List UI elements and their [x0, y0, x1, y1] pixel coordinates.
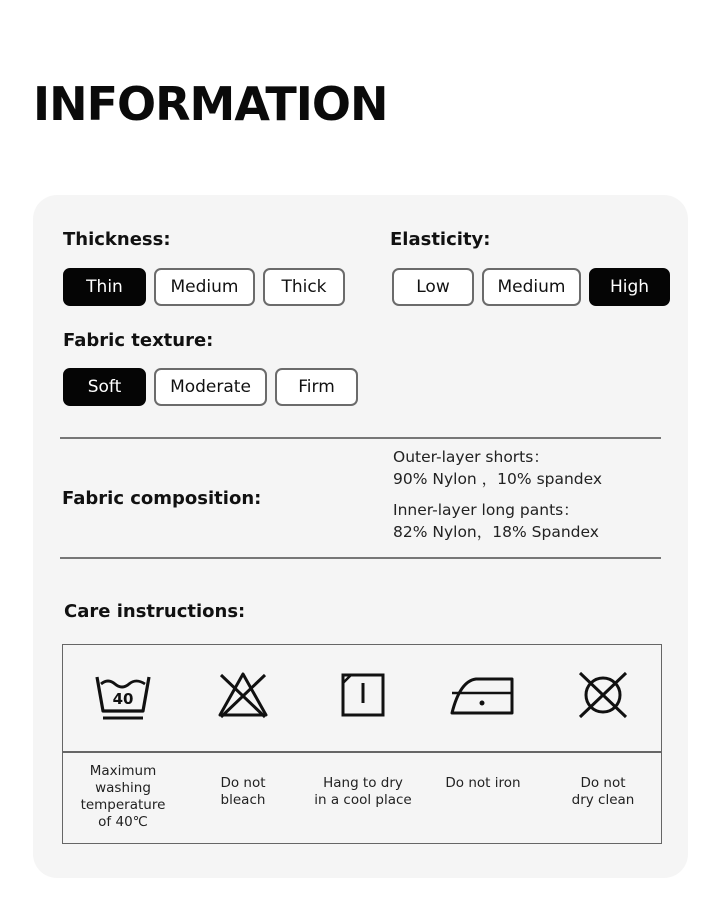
thickness-option-thin[interactable]: Thin: [63, 268, 146, 306]
outer-layer-value: 90% Nylon ，10% spandex: [393, 470, 603, 488]
care-text-bleach: [183, 775, 303, 809]
do-not-dry-clean-icon: [575, 669, 631, 721]
page-title: INFORMATION: [33, 77, 388, 131]
fabric-composition-label: Fabric composition:: [62, 488, 262, 509]
care-text-line: Hang to dry: [323, 775, 403, 791]
texture-option-firm[interactable]: Firm: [275, 368, 358, 406]
divider-top: [60, 437, 661, 439]
drip-dry-icon: [338, 669, 388, 721]
care-text-wash: [63, 763, 183, 831]
outer-layer-title: Outer-layer shorts：: [393, 448, 549, 466]
care-text-dry: [303, 775, 423, 809]
elasticity-option-low[interactable]: Low: [392, 268, 474, 306]
care-text-line: bleach: [220, 792, 266, 808]
care-text-dryclean: [543, 775, 663, 809]
wash-temperature-value: 40: [112, 690, 134, 708]
care-text-line: Do not: [220, 775, 266, 791]
thickness-option-medium[interactable]: Medium: [154, 268, 255, 306]
care-text-line: dry clean: [571, 792, 635, 808]
elasticity-label: Elasticity:: [390, 229, 491, 250]
care-text-line: Maximum: [89, 763, 157, 779]
care-cell-dryclean: [543, 645, 663, 845]
do-not-bleach-icon: [216, 669, 270, 721]
thickness-options: [63, 268, 345, 306]
divider-bottom: [60, 557, 661, 559]
care-cell-iron: [423, 645, 543, 845]
care-text-line: in a cool place: [314, 792, 412, 808]
care-text-line: Do not iron: [445, 775, 521, 791]
care-text-line: Do not: [580, 775, 626, 791]
care-cell-wash: [63, 645, 183, 845]
care-cell-bleach: [183, 645, 303, 845]
inner-layer-value: 82% Nylon，18% Spandex: [393, 523, 599, 541]
inner-layer-title: Inner-layer long pants：: [393, 501, 579, 519]
do-not-iron-icon: [448, 669, 518, 721]
fabric-texture-options: [63, 368, 358, 406]
care-text-line: temperature: [80, 797, 166, 813]
care-text-line: washing: [95, 780, 151, 796]
thickness-label: Thickness:: [63, 229, 171, 250]
elasticity-options: [392, 268, 670, 306]
fabric-texture-label: Fabric texture:: [63, 330, 214, 351]
info-card: [33, 195, 688, 878]
washtub-40-icon: [93, 669, 153, 721]
care-instructions-label: Care instructions:: [64, 601, 246, 622]
texture-option-moderate[interactable]: Moderate: [154, 368, 267, 406]
thickness-option-thick[interactable]: Thick: [263, 268, 345, 306]
care-text-iron: [423, 775, 543, 792]
care-table: [62, 644, 662, 844]
texture-option-soft[interactable]: Soft: [63, 368, 146, 406]
care-text-line: of 40℃: [98, 814, 148, 830]
care-cell-dry: [303, 645, 423, 845]
elasticity-option-medium[interactable]: Medium: [482, 268, 581, 306]
elasticity-option-high[interactable]: High: [589, 268, 670, 306]
